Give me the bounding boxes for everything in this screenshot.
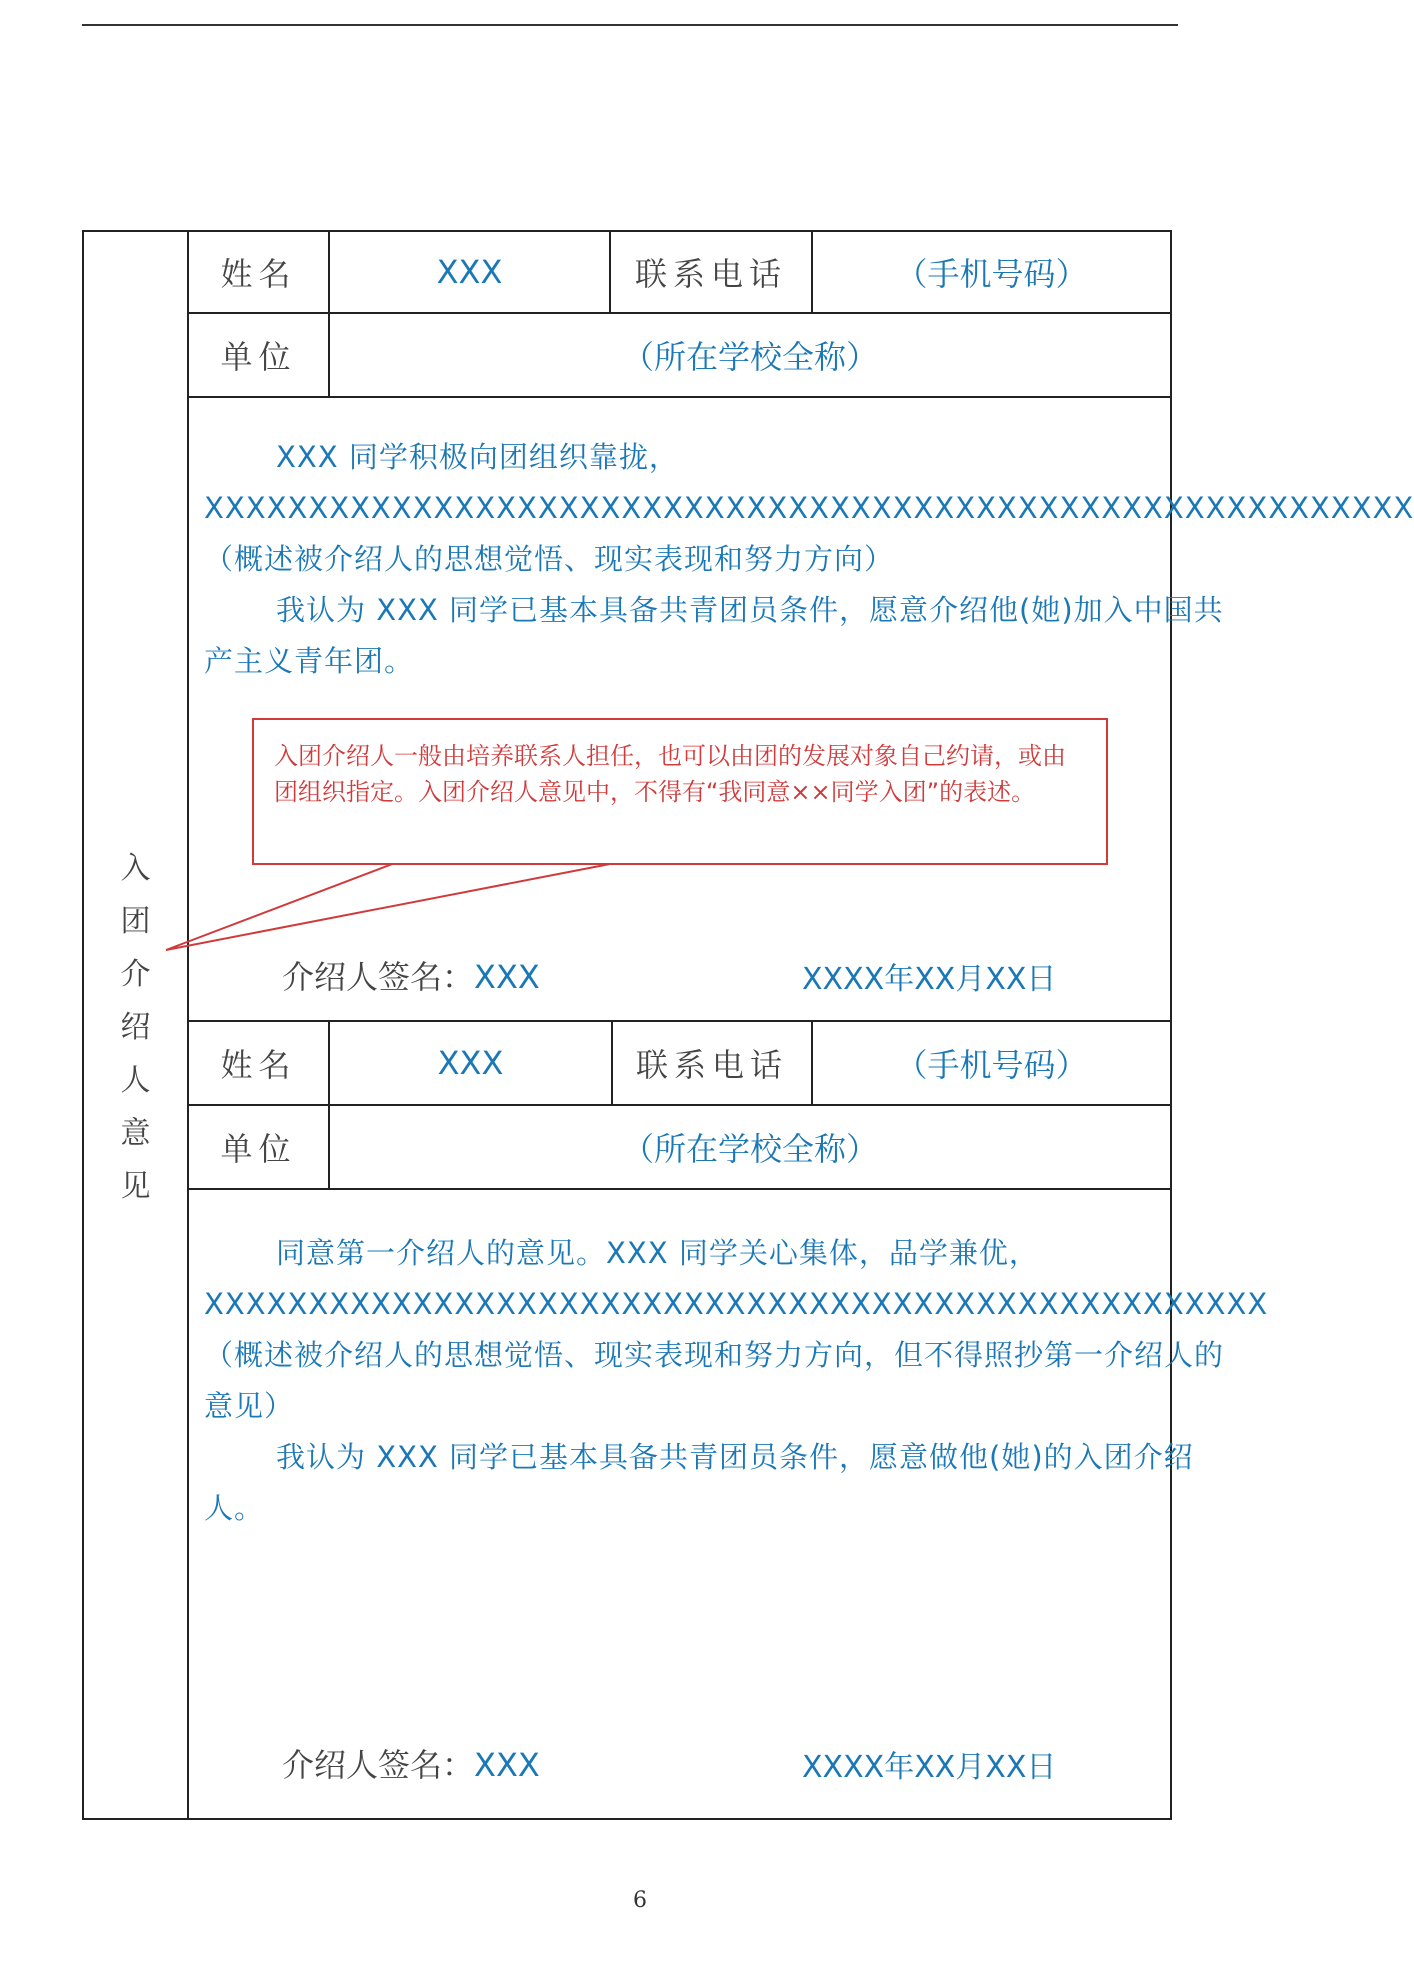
first-opinion-paragraph: XXX 同学积极向团组织靠拢，XXXXXXXXXXXXXXXXXXXXXXXXXXXXXXXXXXXXXXXXXXXXXXXXXXXXXXXXXX（概述被介绍人的思想觉悟、现实表现和努力方向） [204, 440, 1414, 576]
second-phone-label: 联系电话 [613, 1022, 813, 1104]
second-signature-value: XXX [474, 1746, 540, 1784]
first-unit-label: 单位 [189, 314, 330, 396]
second-signature-label: 介绍人签名： [282, 1746, 475, 1784]
second-unit-label: 单位 [189, 1106, 330, 1188]
first-opinion-paragraph: 我认为 XXX 同学已基本具备共青团员条件，愿意介绍他(她)加入中国共产主义青年团。 [204, 593, 1224, 678]
second-date: XXXX年XX月XX日 [802, 1750, 1057, 1785]
first-name-value: XXX [330, 232, 611, 312]
first-signature-label: 介绍人签名： [282, 958, 475, 996]
side-char: 人 [120, 1063, 151, 1098]
side-char: 团 [120, 904, 151, 939]
page-number: 6 [633, 1888, 647, 1913]
second-opinion-paragraph: 同意第一介绍人的意见。XXX 同学关心集体，品学兼优，XXXXXXXXXXXXXXXXXXXXXXXXXXXXXXXXXXXXXXXXXXXXXXXXXXX（概述被介绍人的思想觉悟、现实表现和努力方向，但不得照抄第一介绍人的意见） [204, 1236, 1269, 1423]
side-char: 见 [120, 1169, 151, 1204]
second-opinion-paragraph: 我认为 XXX 同学已基本具备共青团员条件，愿意做他(她)的入团介绍人。 [204, 1440, 1194, 1525]
callout-note [252, 718, 1108, 865]
first-date: XXXX年XX月XX日 [802, 962, 1057, 997]
second-unit-value: （所在学校全称） [621, 1130, 878, 1168]
first-name-label: 姓名 [189, 232, 330, 312]
side-char: 绍 [120, 1010, 151, 1045]
callout-text: 入团介绍人一般由培养联系人担任，也可以由团的发展对象自己约请，或由团组织指定。入团介绍人意见中，不得有“我同意××同学入团”的表述。 [274, 742, 1066, 806]
first-phone-value: （手机号码） [895, 255, 1088, 293]
first-phone-label: 联系电话 [611, 232, 813, 312]
second-phone-value: （手机号码） [895, 1046, 1088, 1084]
side-char: 意 [120, 1116, 151, 1151]
second-name-value: XXX [330, 1022, 613, 1104]
first-unit-value: （所在学校全称） [621, 338, 878, 376]
side-char: 入 [120, 851, 151, 886]
second-name-label: 姓名 [189, 1022, 330, 1104]
first-signature-value: XXX [474, 958, 540, 996]
side-char: 介 [120, 957, 151, 992]
